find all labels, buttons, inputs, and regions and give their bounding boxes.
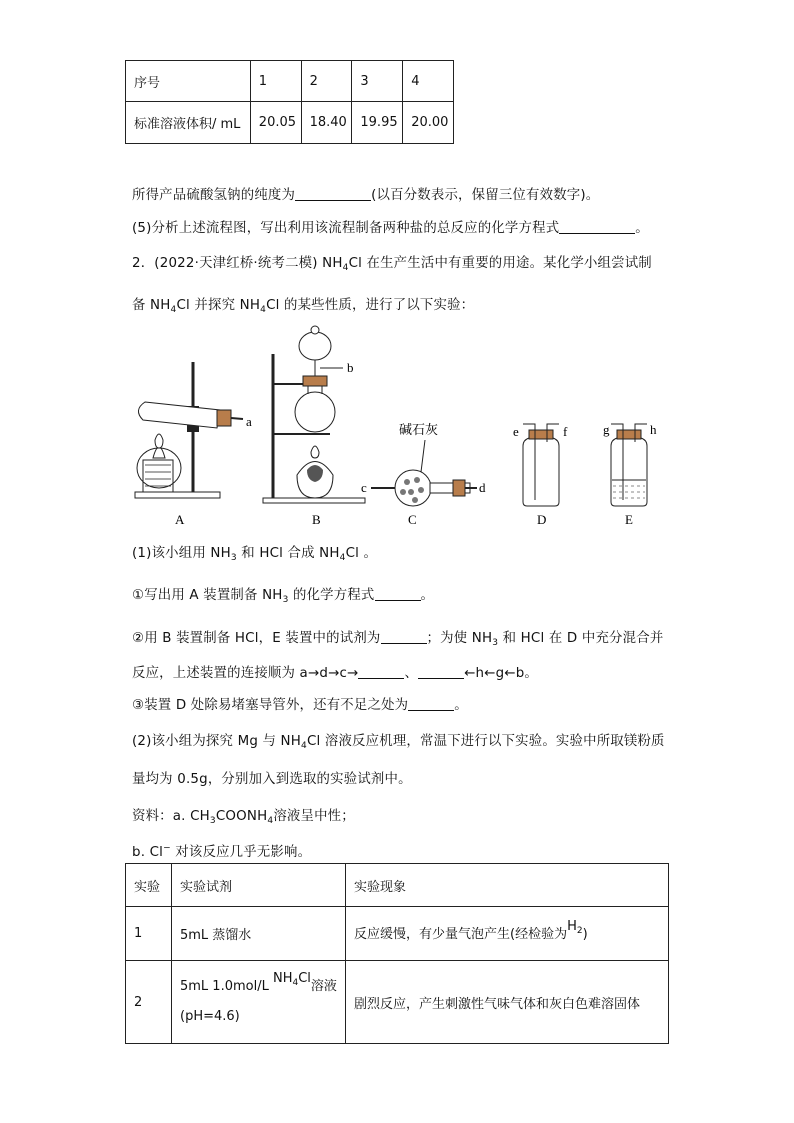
apparatus-c (371, 440, 477, 506)
table-row (126, 961, 669, 1044)
answer-blank (295, 188, 371, 201)
experiment-table (125, 863, 669, 1044)
apparatus-label-e: E (625, 512, 633, 527)
table-cell: 剧烈反应，产生刺激性气味气体和灰白色难溶固体 (346, 961, 669, 1044)
titration-table (125, 60, 454, 144)
table-cell: 19.95 (352, 102, 403, 144)
question-2-heading: 2．(2022·天津红桥·统考二模) $NH_4Cl$ 在生产生活中有重要的用途。某化学小组尝试制 (132, 256, 652, 273)
table-cell: 2 (126, 961, 172, 1044)
answer-blank (381, 631, 427, 644)
table-cell: 反应缓慢，有少量气泡产生(经检验为$H_2$) (346, 907, 669, 961)
part-1: (1)该小组用 $NH_3$ 和 HCl 合成 $NH_4Cl$ 。 (132, 546, 378, 563)
port-d-label: d (479, 480, 486, 495)
table-row (126, 907, 669, 961)
answer-blank (375, 588, 421, 601)
table-cell: 2 (301, 61, 352, 102)
apparatus-a (135, 362, 243, 498)
apparatus-e (611, 424, 647, 506)
answer-blank (418, 666, 464, 679)
part-2: (2)该小组为探究 Mg 与 $NH_4Cl$ 溶液反应机理，常温下进行以下实验。实验中所取镁粉质 (132, 734, 665, 751)
table-header: 实验 (126, 864, 172, 907)
table-cell: 1 (250, 61, 301, 102)
table-cell: 20.00 (403, 102, 454, 144)
port-a-label: a (246, 414, 252, 429)
soda-lime-label: 碱石灰 (399, 423, 439, 438)
table-cell: 20.05 (250, 102, 301, 144)
question-5: (5)分析上述流程图，写出利用该流程制备两种盐的总反应的化学方程式 。 (132, 221, 649, 236)
answer-blank (559, 221, 635, 234)
answer-blank (408, 698, 454, 711)
table-cell: 4 (403, 61, 454, 102)
apparatus-b (263, 326, 365, 503)
table-cell: 1 (126, 907, 172, 961)
apparatus-label-b: B (312, 512, 321, 527)
table-cell: 标准溶液体积/ mL (126, 102, 251, 144)
port-c-label: c (361, 480, 367, 495)
part-1-item-3: ③装置 D 处除易堵塞导管外，还有不足之处为 。 (132, 698, 468, 713)
apparatus-d (523, 424, 559, 506)
table-cell: 序号 (126, 61, 251, 102)
question-2-heading-cont: 备 $NH_4Cl$ 并探究 $NH_4Cl$ 的某些性质，进行了以下实验： (132, 298, 475, 315)
part-2-cont: 量均为 0.5g，分别加入到选取的实验试剂中。 (132, 772, 412, 787)
answer-blank (358, 666, 404, 679)
table-cell: 5mL 1.0mol/L $NH_4Cl$溶液 (pH=4.6) (172, 961, 346, 1044)
table-header: 实验试剂 (172, 864, 346, 907)
part-1-item-1: ①写出用 A 装置制备 $NH_3$ 的化学方程式 。 (132, 588, 435, 605)
part-1-item-2: ②用 B 装置制备 HCl，E 装置中的试剂为 ；为使 $NH_3$ 和 HCl 在 D 中充分混合并 (132, 631, 664, 648)
port-g-label: g (603, 422, 610, 437)
apparatus-label-a: A (175, 512, 185, 527)
port-h-label: h (650, 422, 657, 437)
purity-line: 所得产品硫酸氢钠的纯度为 (以百分数表示，保留三位有效数字)。 (132, 188, 600, 203)
apparatus-diagram (125, 320, 665, 535)
port-f-label: f (563, 424, 568, 439)
part-1-item-2-cont: 反应，上述装置的连接顺为 a→d→c→ 、 ←h←g←b。 (132, 666, 539, 681)
reference-a: 资料：a. $CH_3COONH_4$溶液呈中性； (132, 809, 355, 826)
apparatus-label-d: D (537, 512, 547, 527)
table-cell: 3 (352, 61, 403, 102)
reference-b: b. Cl− 对该反应几乎无影响。 (132, 843, 312, 860)
apparatus-label-c: C (408, 512, 417, 527)
port-e-label: e (513, 424, 519, 439)
port-b-label: b (347, 360, 354, 375)
table-cell: 5mL 蒸馏水 (172, 907, 346, 961)
table-cell: 18.40 (301, 102, 352, 144)
table-header: 实验现象 (346, 864, 669, 907)
